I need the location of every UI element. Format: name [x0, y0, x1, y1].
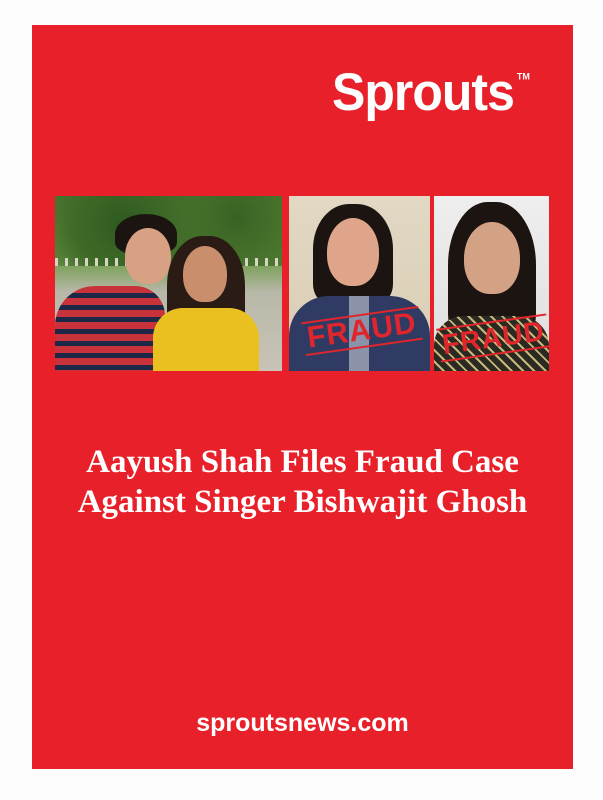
website-url: sproutsnews.com: [196, 709, 409, 737]
man-striped-shirt: [55, 286, 165, 371]
fraud-stamp: FRAUD: [436, 313, 549, 362]
photo-singer: [289, 196, 430, 371]
trademark-symbol: TM: [516, 71, 530, 82]
headline-line-2: Against Singer Bishwajit Ghosh: [77, 484, 528, 520]
man-face: [125, 228, 171, 284]
news-card: [32, 25, 573, 769]
photo-couple: [55, 196, 282, 371]
woman-yellow-top: [153, 308, 259, 371]
woman2-face: [464, 222, 520, 294]
headline-line-1: Aayush Shah Files Fraud Case: [86, 444, 519, 480]
headline: [32, 442, 573, 522]
fraud-stamp: FRAUD: [301, 306, 423, 356]
woman-face: [183, 246, 227, 302]
photo-woman: [434, 196, 549, 371]
singer-face: [327, 218, 379, 286]
sprouts-logo: [332, 62, 530, 122]
brand-name: Sprouts: [332, 62, 514, 122]
